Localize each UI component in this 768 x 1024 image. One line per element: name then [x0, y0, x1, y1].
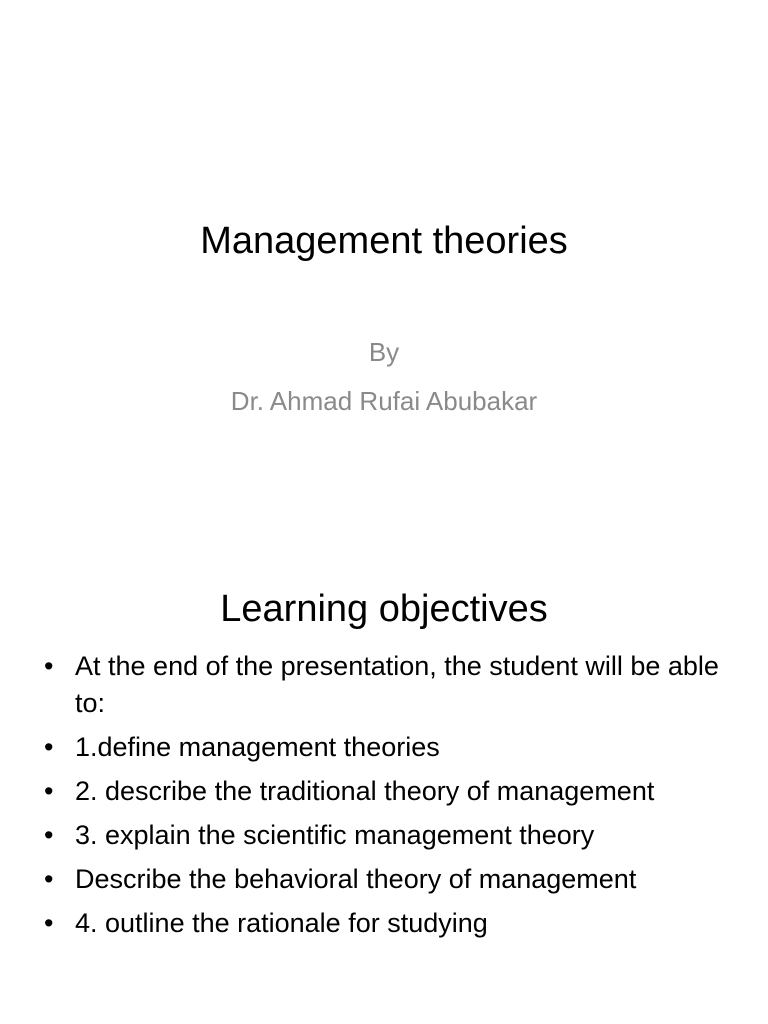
bullet-icon: • — [44, 908, 54, 938]
objectives-list — [44, 648, 734, 949]
list-item-text: 3. explain the scientific management theory — [75, 820, 595, 850]
bullet-icon: • — [44, 732, 54, 762]
bullet-icon: • — [44, 776, 54, 806]
bullet-icon: • — [44, 864, 54, 894]
list-item — [44, 648, 734, 722]
list-item — [44, 905, 734, 942]
list-item-text: 1.define management theories — [75, 732, 440, 762]
bullet-icon: • — [44, 820, 54, 850]
list-item — [44, 861, 734, 898]
list-item-text: Describe the behavioral theory of management — [75, 864, 637, 894]
author-name: Dr. Ahmad Rufai Abubakar — [230, 386, 538, 416]
objectives-title: Learning objectives — [220, 588, 548, 630]
slide-title: Management theories — [200, 220, 568, 262]
list-item-text: 2. describe the traditional theory of management — [75, 776, 655, 806]
objectives-slide — [0, 550, 768, 1024]
list-item — [44, 773, 734, 810]
list-item — [44, 817, 734, 854]
bullet-icon: • — [44, 651, 54, 681]
list-item — [44, 729, 734, 766]
list-item-text: 4. outline the rationale for studying — [75, 908, 488, 938]
subtitle-by: By — [368, 337, 400, 367]
list-item-text: At the end of the presentation, the student will be able to: — [75, 651, 719, 718]
